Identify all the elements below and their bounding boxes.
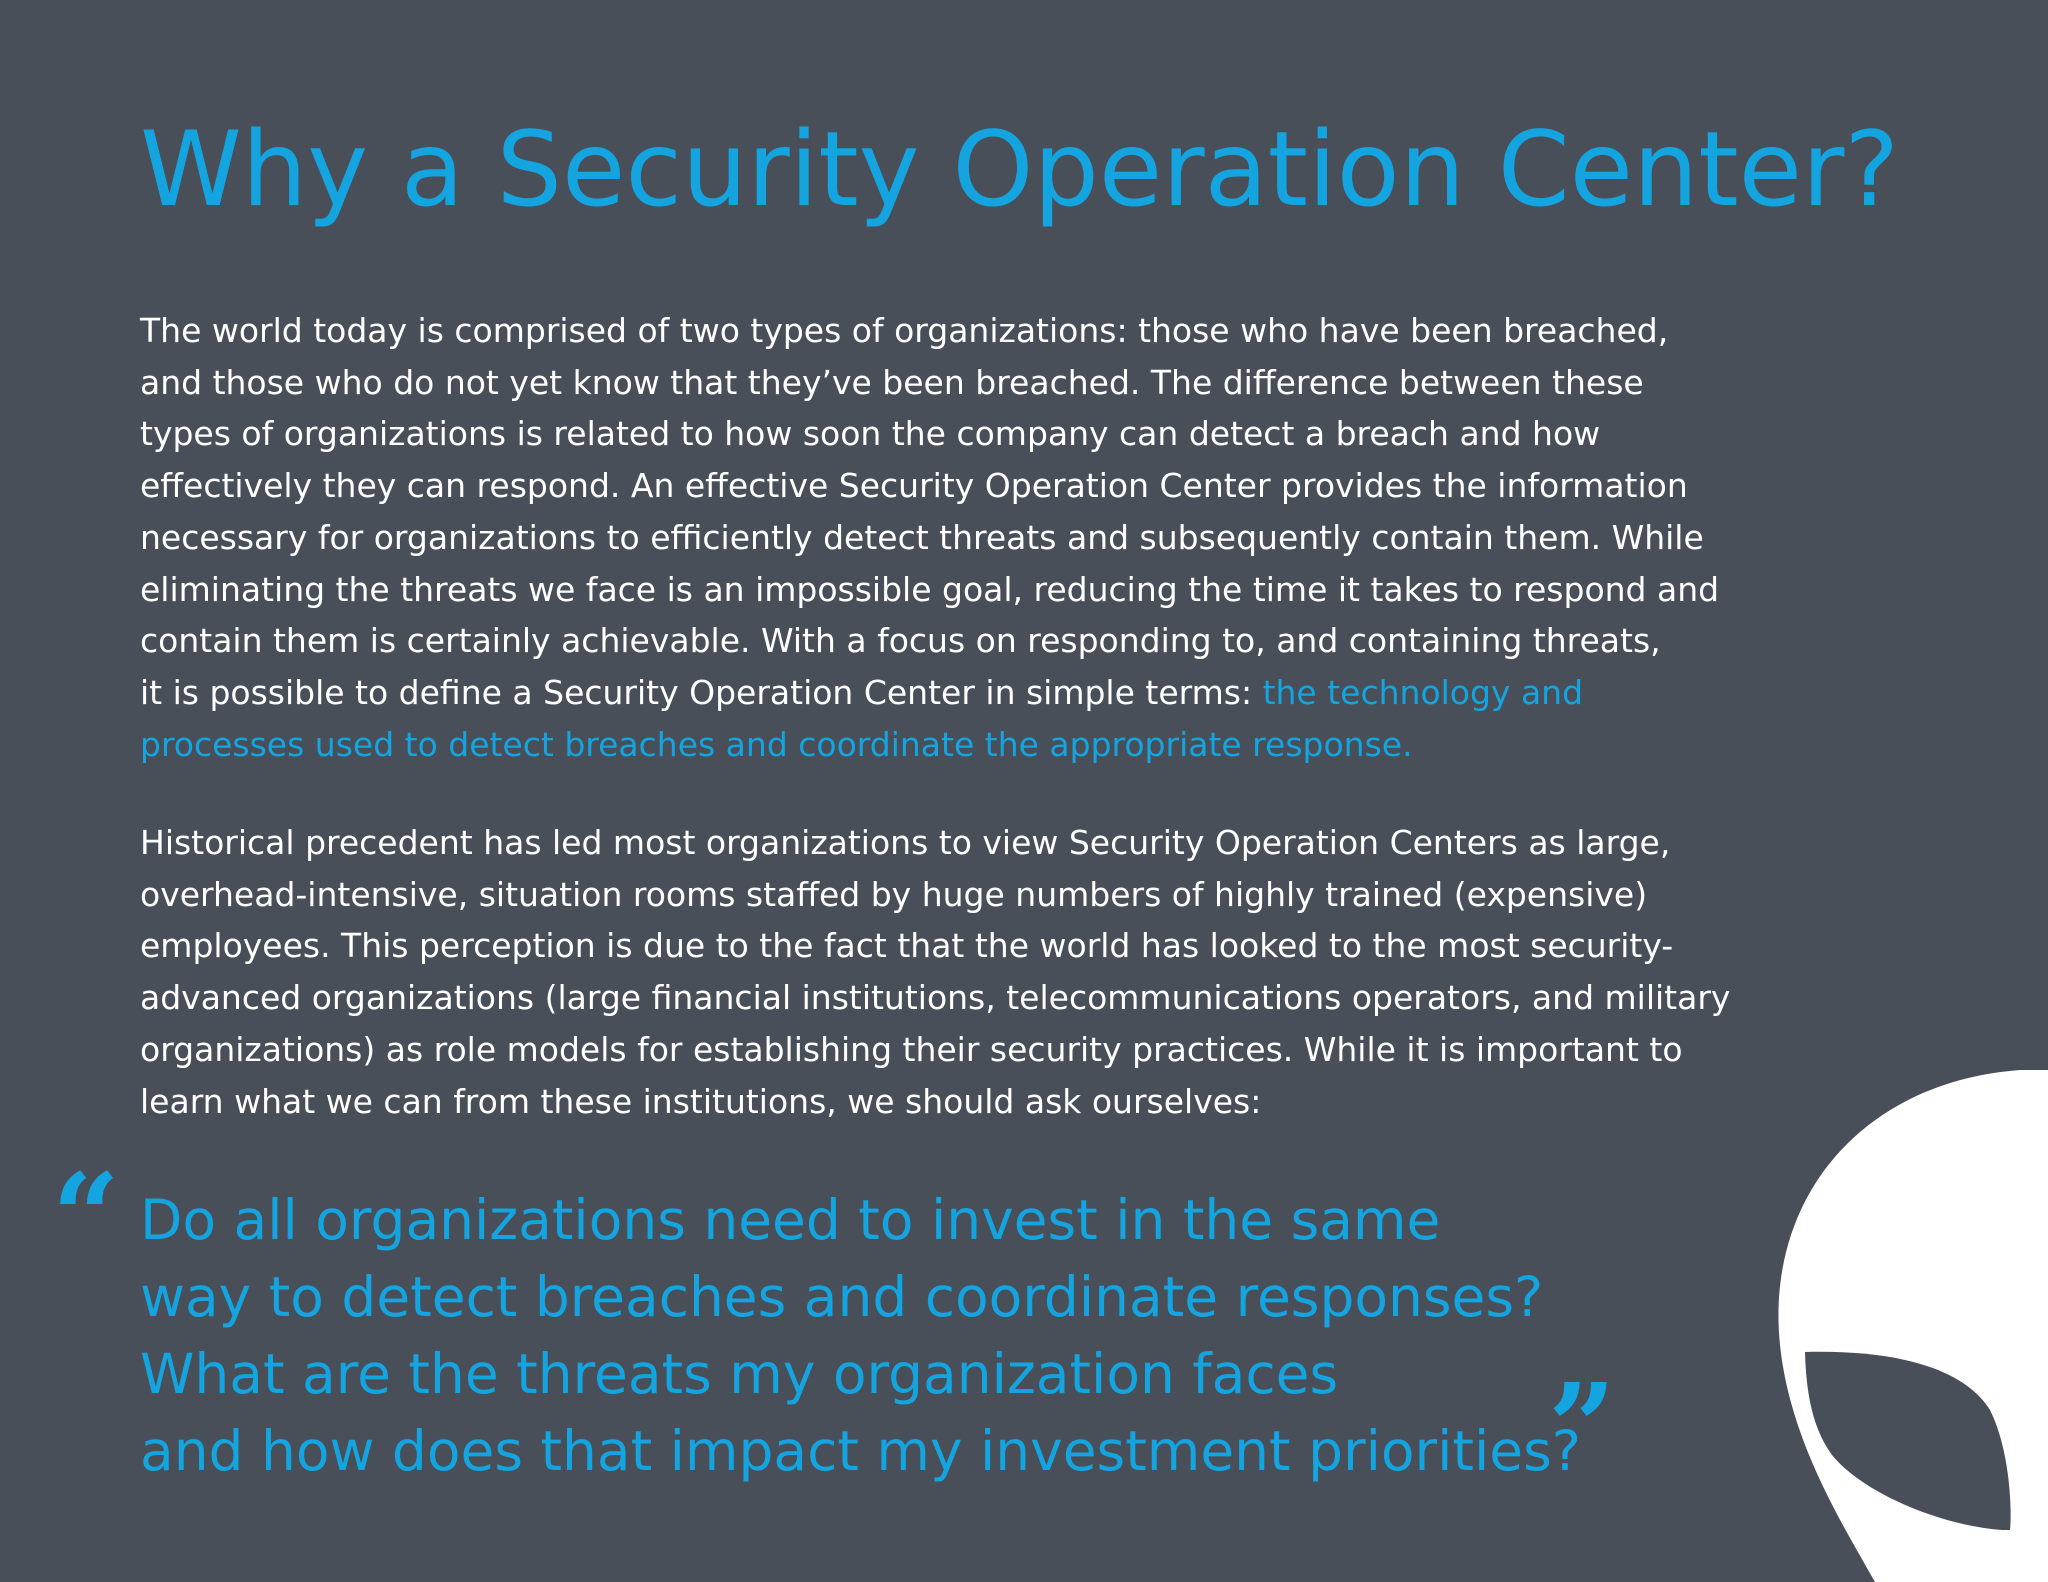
paragraph-line: eliminating the threats we face is an impossible goal, reducing the time it takes to respond and xyxy=(140,569,1720,609)
pull-quote xyxy=(140,1182,1581,1490)
paragraph-line: necessary for organizations to efficiently detect threats and subsequently contain them. While xyxy=(140,517,1704,557)
open-quote-mark: “ xyxy=(52,1147,120,1286)
paragraph-line: effectively they can respond. An effective Security Operation Center provides the information xyxy=(140,466,1688,506)
paragraph-line: advanced organizations (large financial institutions, telecommunications operators, and military xyxy=(140,978,1731,1018)
paragraph-line: Historical precedent has led most organizations to view Security Operation Centers as large, xyxy=(140,823,1671,862)
close-quote-mark: ” xyxy=(1548,1357,1616,1496)
paragraph-line: The world today is comprised of two types of organizations: those who have been breached, xyxy=(140,311,1669,350)
intro-paragraph xyxy=(140,305,1780,770)
paragraph-line xyxy=(140,667,1780,719)
paragraph-line-text: it is possible to define a Security Operation Center in simple terms: xyxy=(140,672,1263,712)
quote-line: Do all organizations need to invest in the same xyxy=(140,1188,1441,1252)
soc-definition-highlight: processes used to detect breaches and coordinate the appropriate response. xyxy=(140,724,1413,764)
paragraph-line: contain them is certainly achievable. With a focus on responding to, and containing threats, xyxy=(140,621,1661,661)
quote-line: way to detect breaches and coordinate responses? xyxy=(140,1265,1544,1329)
quote-line: and how does that impact my investment priorities? xyxy=(140,1419,1581,1483)
paragraph-line: organizations) as role models for establishing their security practices. While it is important to xyxy=(140,1029,1683,1069)
paragraph-line: overhead-intensive, situation rooms staffed by huge numbers of highly trained (expensive) xyxy=(140,874,1648,914)
page-title: Why a Security Operation Center? xyxy=(140,110,1900,230)
paragraph-line: types of organizations is related to how soon the company can detect a breach and how xyxy=(140,414,1601,454)
paragraph-line: and those who do not yet know that they’ve been breached. The difference between these xyxy=(140,362,1644,402)
paragraph-line: employees. This perception is due to the fact that the world has looked to the most security- xyxy=(140,926,1674,966)
soc-definition-highlight: the technology and xyxy=(1262,672,1584,712)
quote-line: What are the threats my organization faces xyxy=(140,1342,1339,1406)
history-paragraph xyxy=(140,817,1780,1127)
paragraph-line: learn what we can from these institutions, we should ask ourselves: xyxy=(140,1081,1262,1121)
